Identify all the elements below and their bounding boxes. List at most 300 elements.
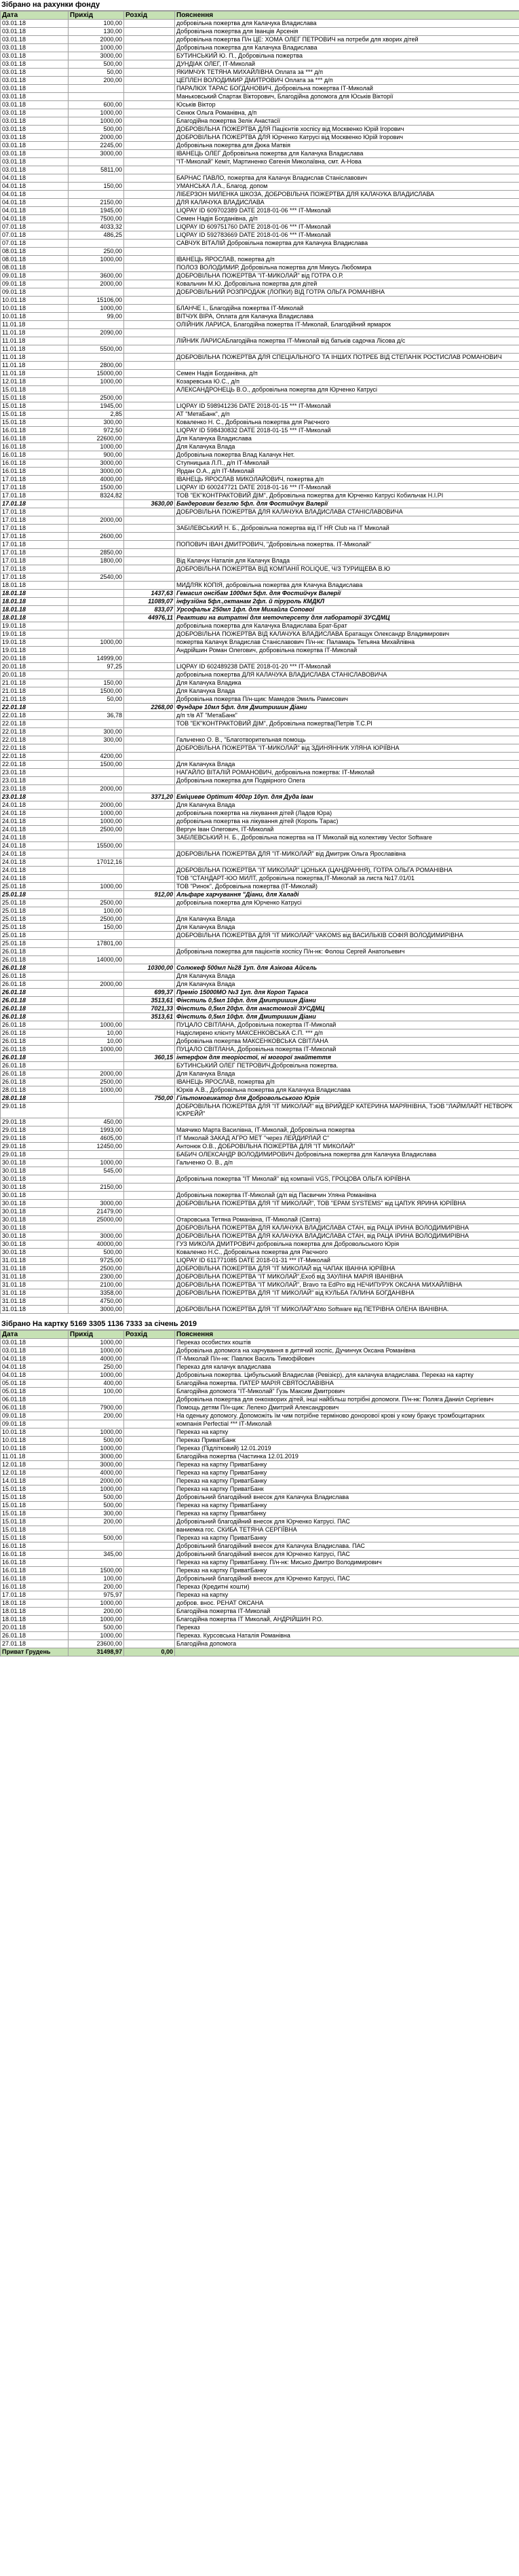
row-income: 500,00 [69,1502,124,1510]
row-date: 26.01.18 [1,1013,69,1021]
row-expense [124,1175,175,1183]
table-row [1,370,519,378]
table-row [1,1240,519,1249]
row-date: 17.01.18 [1,533,69,541]
row-date: 07.01.18 [1,223,69,231]
table-row [1,728,519,736]
row-description: ДОБРОВІЛЬНА ПОЖЕРТВА ВІД КОМПАНІЇ ROLIQUE, Ч/З ТУРИЩЕВА В.Ю [175,565,519,573]
table-row [1,858,519,867]
table-row [1,956,519,964]
row-date: 16.01.18 [1,1583,69,1591]
row-description: АТ "МетаБанк", д/п [175,411,519,419]
total-expense: 0,00 [124,1648,175,1656]
row-description: ЗАБІЛЕВСЬКИЙ Н. Б., Добровільна пожертва на IT Миколай від колективу Vector Software [175,834,519,842]
row-income [69,606,124,614]
row-date: 08.01.18 [1,256,69,264]
row-expense [124,313,175,321]
table-row [1,1428,519,1437]
row-expense [124,435,175,443]
row-date: 16.01.18 [1,1575,69,1583]
row-description: добровільна пожертва для Калачука Владислава Брат-Брат [175,622,519,630]
row-date: 03.01.18 [1,85,69,93]
row-income: 500,00 [69,1534,124,1542]
row-expense [124,476,175,484]
row-expense: 1437,63 [124,590,175,598]
row-income: 1000,00 [69,883,124,891]
row-expense [124,1428,175,1437]
row-date: 16.01.18 [1,1551,69,1559]
row-date: 25.01.18 [1,932,69,940]
row-description: ІТ-Миколай П/н-нк: Павлюк Василь Тимофійович [175,1355,519,1363]
row-expense [124,1355,175,1363]
row-description: ДОБРОВІЛЬНА ПОЖЕРТВА ДЛЯ "ІТ МИКОЛАЙ", ТОВ "ЕРАМ SYSTEMS" від ЦАПУК ЯРИНА ЮРІЇВНА [175,1200,519,1208]
card-table-body [1,1339,519,1648]
row-date: 11.01.18 [1,345,69,354]
row-income: 1000,00 [69,1371,124,1380]
table-row [1,769,519,777]
table-row [1,337,519,345]
table-row [1,663,519,671]
row-expense [124,1257,175,1265]
row-income: 97,25 [69,663,124,671]
row-date: 22.01.18 [1,736,69,744]
row-description: Для Калачука Влада [175,443,519,451]
row-income: 1000,00 [69,1339,124,1347]
row-expense [124,1200,175,1208]
row-income: 2090,00 [69,329,124,337]
row-expense [124,1347,175,1355]
table-row [1,1534,519,1542]
row-description: ЗАБІЛЕВСЬКИЙ Н. Б., Добровільна пожертва від IT HR Club на IT Миколай [175,525,519,533]
row-expense [124,1306,175,1314]
row-date: 30.01.18 [1,1183,69,1192]
table-row [1,1599,519,1608]
row-date: 26.01.18 [1,989,69,997]
row-expense [124,134,175,142]
row-income: 15106,00 [69,297,124,305]
row-expense [124,345,175,354]
row-date: 17.01.18 [1,565,69,573]
table-row [1,288,519,297]
row-description: ЛІБЕРЗОН МИЛЕНКА ШКОЗА, ДОБРОВІЛЬНА ПОЖЕРТВА ДЛЯ КАЛАЧУКА ВЛАДИСЛАВА [175,191,519,199]
table-row [1,834,519,842]
table-row [1,1591,519,1599]
row-description: Для Калачука Влада [175,1070,519,1078]
row-description: Гальченко О. В., д/п [175,1159,519,1167]
row-income [69,875,124,883]
row-expense [124,549,175,557]
row-income: 2100,00 [69,1281,124,1289]
row-description: "ІТ-Миколай" Кеміт, Мартиненко Євгенія Миколаївна, смт. А-Нова [175,158,519,166]
row-income: 1000,00 [69,109,124,117]
row-date: 26.01.18 [1,964,69,972]
row-date: 31.01.18 [1,1257,69,1265]
row-expense [124,1469,175,1477]
row-date: 17.01.18 [1,557,69,565]
row-date: 07.01.18 [1,240,69,248]
row-date: 21.01.18 [1,687,69,696]
row-description: Маячико Марта Василівна, ІТ-Миколай, Добровільна пожертва [175,1126,519,1135]
row-income: 1000,00 [69,1086,124,1095]
table-row [1,1281,519,1289]
table-row [1,915,519,924]
row-income: 5811,00 [69,166,124,174]
row-description: ТОВ "СТАНДАРТ-ЮО МИЛТ, добровільна пожертва,ІТ-Миколай за листа №17.01/01 [175,875,519,883]
row-date: 21.01.18 [1,679,69,687]
table-row [1,696,519,704]
row-income: 7500,00 [69,215,124,223]
table-row [1,1005,519,1013]
row-date: 30.01.18 [1,1159,69,1167]
row-expense [124,842,175,850]
table-row [1,744,519,753]
row-description: ОЛІЙНИК ЛАРИСА, Благодійна пожертва ІТ-Миколай, Благодійний ярмарок [175,321,519,329]
row-date: 15.01.18 [1,1485,69,1494]
row-date: 27.01.18 [1,1640,69,1648]
row-date: 04.01.18 [1,199,69,207]
row-income [69,1013,124,1021]
row-expense [124,1038,175,1046]
row-income: 3000,00 [69,1461,124,1469]
row-description: LIQPAY ID 609702389 DATE 2018-01-06 *** ІТ-Миколай [175,207,519,215]
row-date: 25.01.18 [1,924,69,932]
row-description: добровільна пожертва на лікування дітей (Ладов Юра) [175,810,519,818]
col-income: Прихід [69,1331,124,1339]
table-row [1,671,519,679]
table-row [1,557,519,565]
table-row [1,1232,519,1240]
row-date: 24.01.18 [1,858,69,867]
table-row [1,793,519,801]
row-expense [124,639,175,647]
table-row [1,1518,519,1526]
row-date: 25.01.18 [1,907,69,915]
row-date: 29.01.18 [1,1126,69,1135]
row-date: 18.01.18 [1,1608,69,1616]
row-expense [124,1224,175,1232]
row-date: 29.01.18 [1,1143,69,1151]
row-expense [124,1526,175,1534]
row-date: 31.01.18 [1,1306,69,1314]
row-description [175,248,519,256]
row-income: 36,78 [69,712,124,720]
col-date: Дата [1,12,69,20]
row-income: 1993,00 [69,1126,124,1135]
row-description: Гальченко О. В., "Благотворительная помощь [175,736,519,744]
table-row [1,1608,519,1616]
row-income: 1000,00 [69,378,124,386]
row-expense [124,1608,175,1616]
row-expense [124,1624,175,1632]
row-description: ДОБРОВІЛЬНА ПОЖЕРТВА ДЛЯ Пацієнтів хоспісу від Москвенко Юрій Ігорович [175,126,519,134]
row-income [69,590,124,598]
row-description [175,858,519,867]
table-row [1,126,519,134]
row-description: Антонюк О.В., ДОБРОВІЛЬНА ПОЖЕРТВА ДЛЯ "ІТ МИКОЛАЙ" [175,1143,519,1151]
row-income: 2800,00 [69,362,124,370]
table-row [1,1494,519,1502]
row-income: 1000,00 [69,1021,124,1029]
row-description: Переказ на картку ПриватБанк [175,1485,519,1494]
row-date: 11.01.18 [1,370,69,378]
row-description: д/п т/в АТ "МетаБанк" [175,712,519,720]
row-income: 300,00 [69,728,124,736]
row-income: 300,00 [69,1510,124,1518]
row-expense [124,468,175,476]
table-row [1,679,519,687]
row-income [69,500,124,508]
row-date: 25.01.18 [1,891,69,899]
row-description: ІВАНЕЦЬ ЯРОСЛАВ МИКОЛАЙОВИЧ, пожертва д/п [175,476,519,484]
row-expense [124,516,175,525]
row-income: 2600,00 [69,533,124,541]
row-date: 17.01.18 [1,573,69,582]
row-date: 19.01.18 [1,622,69,630]
table-row [1,1095,519,1103]
table-row [1,459,519,468]
row-income [69,777,124,785]
table-row [1,704,519,712]
row-expense [124,1265,175,1273]
row-expense [124,1551,175,1559]
row-date: 17.01.18 [1,525,69,533]
row-income [69,1151,124,1159]
row-income [69,240,124,248]
row-description: Переказ на картку ПриватБанку [175,1502,519,1510]
row-expense [124,1192,175,1200]
row-description: Добровільний благодійний внесок для Калачука Владислава [175,1494,519,1502]
row-date: 04.01.18 [1,1355,69,1363]
row-expense [124,1485,175,1494]
row-description: Бандеровим безглю 5фл. для Фостийчук Валерії [175,500,519,508]
row-date: 09.01.18 [1,1412,69,1420]
row-income: 1500,00 [69,687,124,696]
row-expense: 7021,33 [124,1005,175,1013]
row-expense [124,834,175,842]
row-description [175,655,519,663]
row-description: LIQPAY ID 592783669 DATE 2018-01-06 *** ІТ-Миколай [175,231,519,240]
row-expense [124,321,175,329]
row-income [69,1062,124,1070]
table-row [1,614,519,622]
row-income [69,525,124,533]
table-row [1,313,519,321]
row-date: 16.01.18 [1,427,69,435]
row-date: 26.01.18 [1,1070,69,1078]
row-income: 2000,00 [69,36,124,44]
row-date: 31.01.18 [1,1265,69,1273]
row-income [69,932,124,940]
row-expense [124,696,175,704]
table-row [1,1437,519,1445]
row-date: 03.01.18 [1,93,69,101]
row-date: 22.01.18 [1,720,69,728]
table-row [1,117,519,126]
row-income: 2850,00 [69,549,124,557]
row-expense [124,818,175,826]
row-expense [124,915,175,924]
row-date: 16.01.18 [1,1567,69,1575]
row-income: 4033,32 [69,223,124,231]
table-row [1,451,519,459]
row-expense [124,419,175,427]
row-date: 16.01.18 [1,468,69,476]
row-date: 12.01.18 [1,1469,69,1477]
table-row [1,1265,519,1273]
row-description: Добровільна пожертва для Калачука Владислава [175,44,519,52]
row-date: 04.01.18 [1,191,69,199]
table-row [1,1445,519,1453]
row-expense [124,1404,175,1412]
row-date: 24.01.18 [1,810,69,818]
row-date: 24.01.18 [1,867,69,875]
row-description: БАРНАС ПАВЛО, пожертва для Калачук Владислав Станіславович [175,174,519,183]
row-income: 100,00 [69,1575,124,1583]
table-row [1,223,519,231]
row-date: 22.01.18 [1,704,69,712]
row-description: Преміо 15000МО №3 1уп. для Короп Тараса [175,989,519,997]
card-table-header [1,1331,519,1339]
row-date: 15.01.18 [1,402,69,411]
table-row [1,753,519,761]
row-income: 2150,00 [69,199,124,207]
row-income: 3000,00 [69,52,124,60]
row-date: 26.01.18 [1,1005,69,1013]
row-income: 3000,00 [69,1200,124,1208]
row-date: 20.01.18 [1,1624,69,1632]
row-date: 03.01.18 [1,69,69,77]
row-date: 29.01.18 [1,1135,69,1143]
table-row [1,329,519,337]
row-date: 03.01.18 [1,36,69,44]
table-row [1,1054,519,1062]
table-row [1,712,519,720]
row-expense [124,1273,175,1281]
row-description: ПОПОВИЧ ІВАН ДМИТРОВИЧ, "Добровільна пожертва. ІТ-Миколай" [175,541,519,549]
row-expense [124,744,175,753]
table-row [1,1339,519,1347]
row-description [175,728,519,736]
table-row [1,305,519,313]
table-row [1,476,519,484]
row-description: ДОБРОВІЛЬНА ПОЖЕРТВА "ІТ МИКОЛАЙ" ЦОНЬКА (ЦАНДРАННЯ), ГОТРА ОЛЬГА РОМАНІВНА [175,867,519,875]
row-description: Переказ на картку ПриватБанку [175,1469,519,1477]
row-description: ДОБРОВІЛЬНА ПОЖЕРТВА "ІТ МИКОЛАЙ",Ехоб від ЗАУЛІНА МАРІЯ ІВАНІВНА [175,1273,519,1281]
fund-table-body [1,20,519,1314]
row-description: ДЛЯ КАЛАЧУКА ВЛАДИСЛАВА [175,199,519,207]
row-date: 23.01.18 [1,793,69,801]
row-income: 2500,00 [69,394,124,402]
table-row [1,52,519,60]
row-date: 03.01.18 [1,60,69,69]
row-expense [124,44,175,52]
row-income [69,1095,124,1103]
row-expense [124,1461,175,1469]
row-income: 900,00 [69,451,124,459]
row-income: 4200,00 [69,753,124,761]
row-expense [124,174,175,183]
row-expense [124,647,175,655]
row-income: 1000,00 [69,639,124,647]
row-date: 10.01.18 [1,305,69,313]
row-income: 1945,00 [69,402,124,411]
table-row [1,1224,519,1232]
table-row [1,777,519,785]
row-expense [124,655,175,663]
row-income [69,769,124,777]
row-expense [124,1151,175,1159]
row-description: Добровільна пожертва для пацієнтів хоспісу П/н-нк: Фолош Сергей Анатольевич [175,948,519,956]
row-description: інфузійна 5фл.,октанам 2фл. й піруроль КМДКЛ [175,598,519,606]
row-expense [124,126,175,134]
row-income: 250,00 [69,1363,124,1371]
row-date: 22.01.18 [1,753,69,761]
row-income: 2000,00 [69,280,124,288]
row-date: 03.01.18 [1,166,69,174]
table-row [1,142,519,150]
row-description: добровільна пожертва для Калачука Владислава [175,20,519,28]
row-income [69,386,124,394]
row-expense [124,924,175,932]
row-expense [124,117,175,126]
table-row [1,109,519,117]
row-expense [124,720,175,728]
row-income: 3358,00 [69,1289,124,1298]
row-date: 26.01.18 [1,981,69,989]
row-description: Добровільна пожертва. Цибульський Владислав (Ревізієр), для калачука владислава. Переказ на картку [175,1371,519,1380]
row-income [69,93,124,101]
row-income [69,174,124,183]
row-description: добровільна пожертва для Юрченко Катрусі [175,899,519,907]
table-row [1,761,519,769]
row-expense [124,777,175,785]
table-row [1,891,519,899]
row-expense [124,484,175,492]
row-description: LIQPAY ID 598941236 DATE 2018-01-15 *** ІТ-Миколай [175,402,519,411]
row-expense [124,1616,175,1624]
row-description: Ковальчин М.Ю. Добровільна пожертва для дітей [175,280,519,288]
row-expense [124,1518,175,1526]
row-description: Семен Надія Богданівна, д/п [175,215,519,223]
row-description: Переказ для калачук владислава [175,1363,519,1371]
row-expense [124,940,175,948]
row-expense [124,883,175,891]
table-row [1,394,519,402]
row-income: 1000,00 [69,810,124,818]
table-row [1,842,519,850]
table-row [1,85,519,93]
row-date: 28.01.18 [1,1095,69,1103]
table-row [1,720,519,728]
row-date: 10.01.18 [1,1445,69,1453]
row-expense [124,850,175,858]
row-income [69,158,124,166]
row-income [69,997,124,1005]
table-row [1,1306,519,1314]
row-description: Фундаре 10мл 5фл. для Дмитришин Діани [175,704,519,712]
row-expense [124,899,175,907]
row-income: 7900,00 [69,1404,124,1412]
row-date: 03.01.18 [1,134,69,142]
row-income: 4000,00 [69,476,124,484]
table-row [1,1396,519,1404]
col-description: Пояснення [175,12,519,20]
row-income [69,834,124,842]
table-row [1,1298,519,1306]
row-expense [124,1289,175,1298]
table-row [1,69,519,77]
table-row [1,989,519,997]
